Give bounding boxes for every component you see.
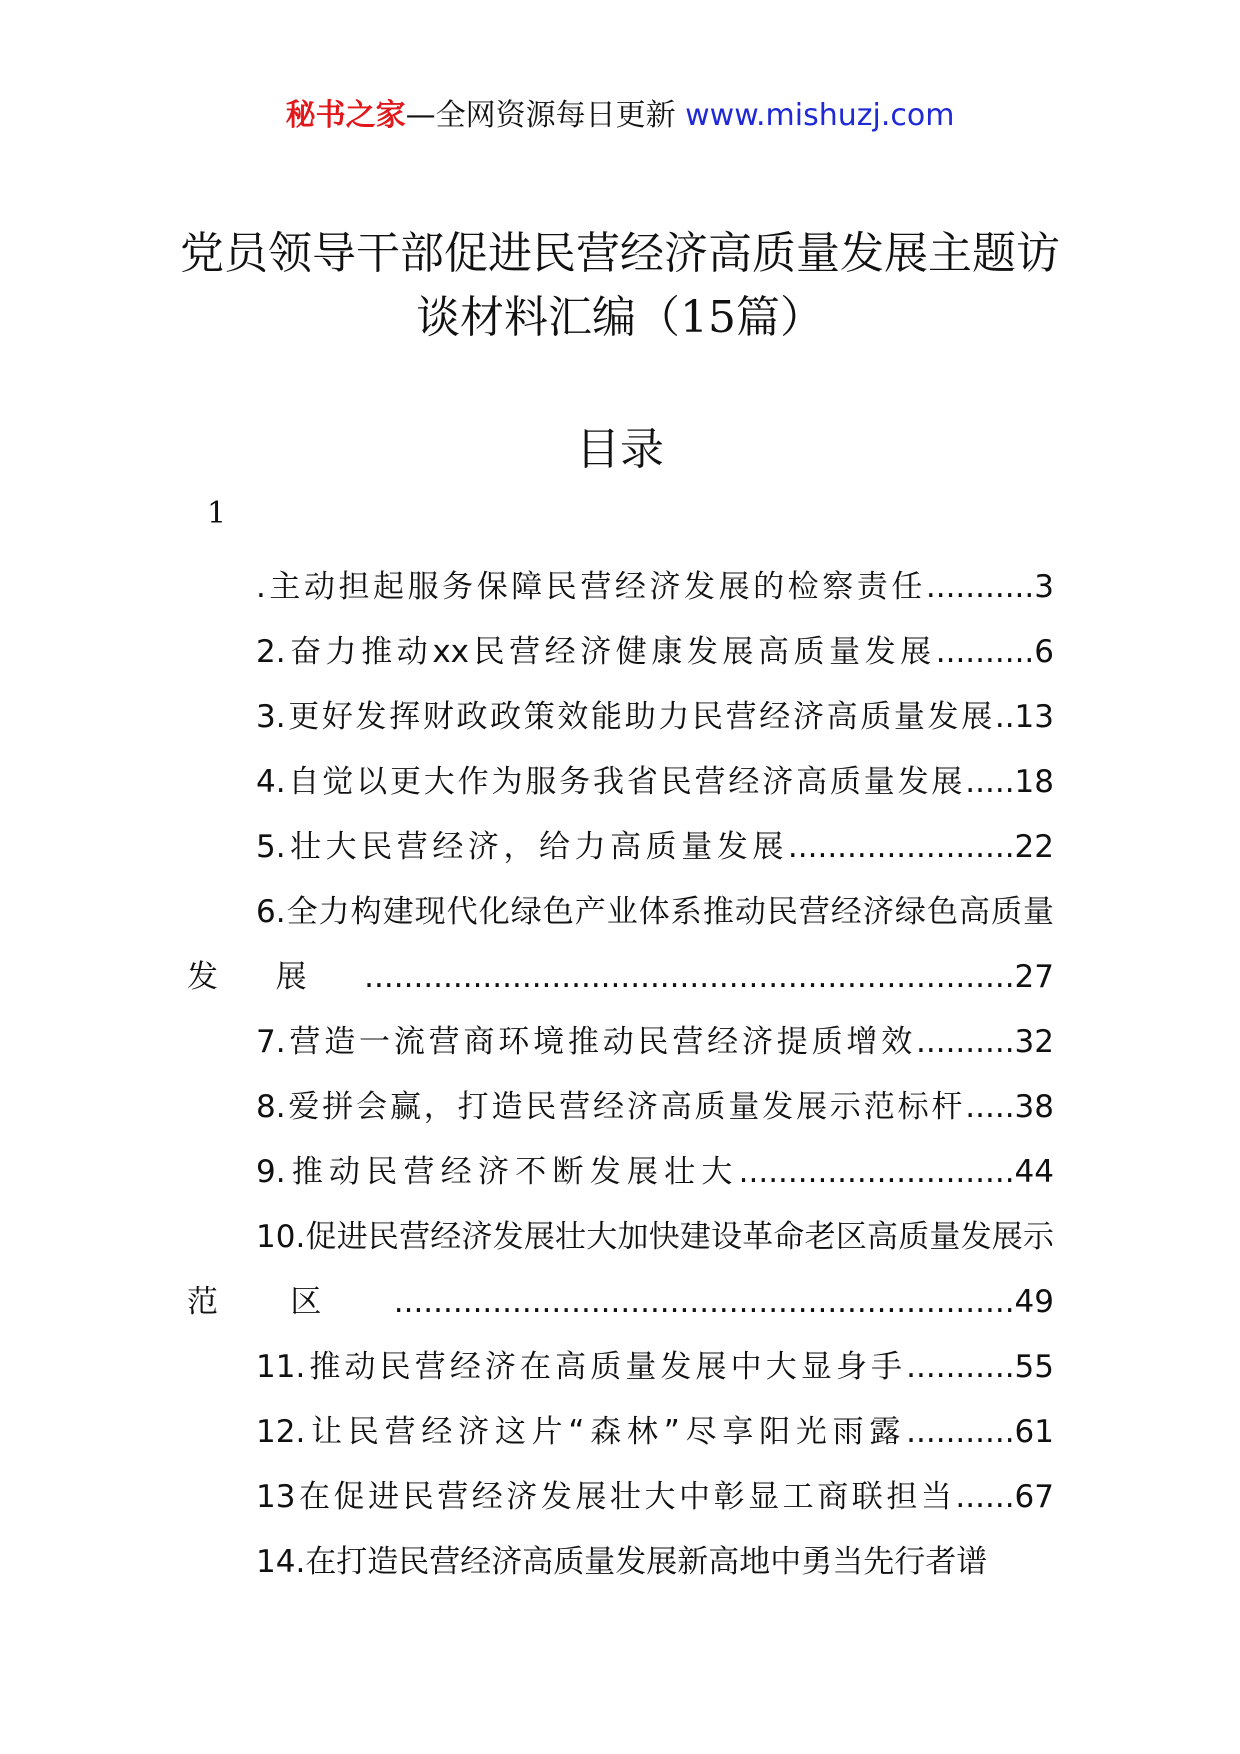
toc-entry-5[interactable]: 5.壮大民营经济，给力高质量发展.......................22 [256, 829, 1054, 865]
toc-entry-14[interactable]: 14.在打造民营经济高质量发展新高地中勇当先行者谱 [256, 1544, 988, 1580]
toc-heading: 目录 [576, 424, 664, 475]
toc-entry-3[interactable]: 3.更好发挥财政政策效能助力民营经济高质量发展..13 [256, 699, 1054, 735]
site-header [0, 96, 1240, 136]
toc-entry-8[interactable]: 8.爱拼会赢，打造民营经济高质量发展示范标杆.....38 [256, 1089, 1054, 1125]
toc-entry-6[interactable]: 6.全力构建现代化绿色产业体系推动民营经济绿色高质量发展..................................................................27 [187, 894, 1054, 995]
title-text: 党员领导干部促进民营经济高质量发展主题访谈材料汇编（ [180, 228, 1060, 343]
toc-entry-4[interactable]: 4.自觉以更大作为服务我省民营经济高质量发展.....18 [256, 764, 1054, 800]
toc-marker: 1 [207, 496, 227, 531]
toc-entry-7[interactable]: 7.营造一流营商环境推动民营经济提质增效..........32 [256, 1024, 1054, 1060]
toc-entry-11[interactable]: 11.推动民营经济在高质量发展中大显身手...........55 [256, 1349, 1054, 1385]
toc-entry-2[interactable]: 2.奋力推动xx民营经济健康发展高质量发展..........6 [256, 634, 1054, 670]
toc-entry-9[interactable]: 9.推动民营经济不断发展壮大............................44 [256, 1154, 1054, 1190]
toc-entry-1[interactable]: .主动担起服务保障民营经济发展的检察责任...........3 [256, 569, 1054, 605]
site-tagline: —全网资源每日更新 [405, 98, 686, 133]
toc-entry-12[interactable]: 12.让民营经济这片“森林”尽享阳光雨露...........61 [256, 1414, 1054, 1450]
title-count: 15 [680, 292, 736, 343]
site-url-link[interactable]: www.mishuzj.com [685, 98, 955, 133]
toc-entry-10[interactable]: 10.促进民营经济发展壮大加快建设革命老区高质量发展示范区...............................................................49 [187, 1219, 1054, 1320]
toc-entry-13[interactable]: 13在促进民营经济发展壮大中彰显工商联担当......67 [256, 1479, 1054, 1515]
title-suffix: 篇） [736, 292, 824, 343]
site-brand: 秘书之家 [285, 98, 406, 133]
document-title [180, 222, 1060, 350]
table-of-contents [187, 555, 1054, 1595]
